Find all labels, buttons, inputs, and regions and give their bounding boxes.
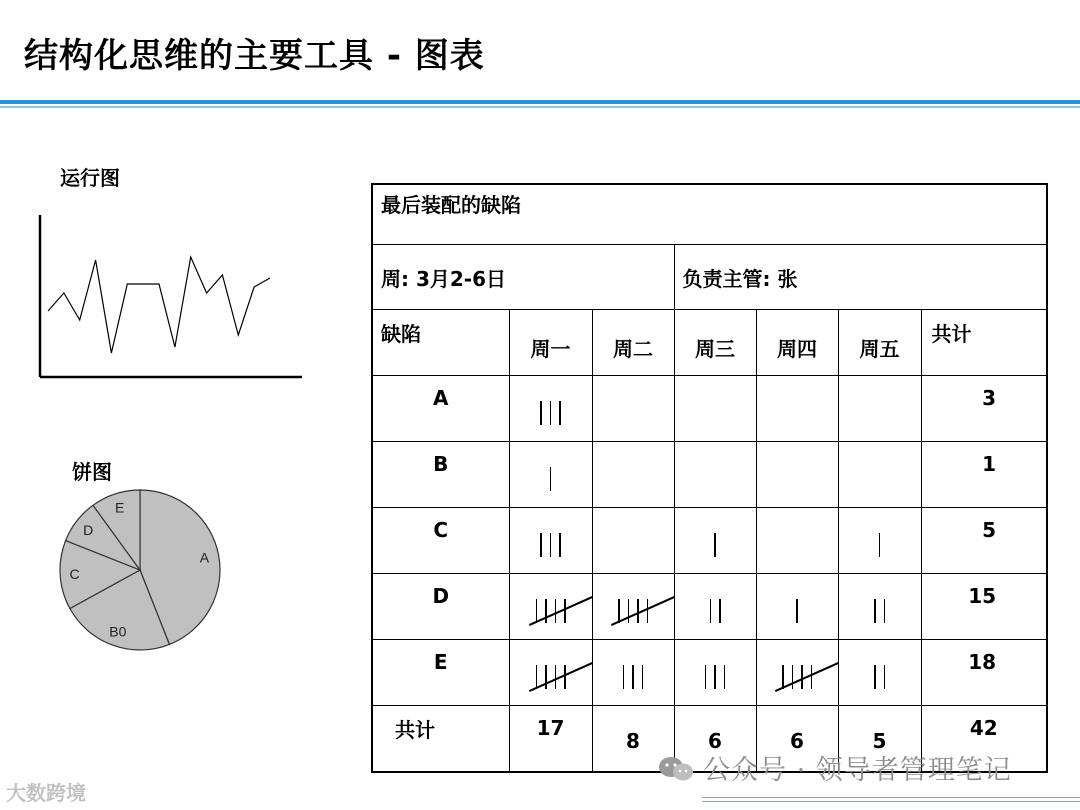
tally-bar [545, 599, 547, 623]
table-title: 最后装配的缺陷 [372, 184, 1047, 245]
tally-marks [546, 466, 556, 492]
tally-bar [540, 401, 542, 425]
tally-cell [674, 640, 756, 706]
pie-label-e: E [115, 499, 125, 516]
tally-cell [838, 574, 921, 640]
tally-bar [719, 599, 721, 623]
tally-cell [509, 376, 592, 442]
watermark-text: 公众号 · 领导者管理笔记 [703, 755, 1012, 786]
tally-bar [879, 533, 881, 557]
tally-cell [756, 442, 838, 508]
tally-marks [870, 598, 889, 624]
tally-cell [756, 574, 838, 640]
tally-bar [705, 665, 707, 689]
footer-divider [702, 797, 1080, 802]
tally-cell [838, 376, 921, 442]
row-label: D [372, 574, 509, 640]
tally-bar [564, 599, 566, 623]
tally-marks [792, 598, 802, 624]
tally-cell [674, 574, 756, 640]
pie-label-d: D [83, 521, 94, 538]
tally-bar [550, 401, 552, 425]
tally-cell [838, 640, 921, 706]
tally-bar [632, 665, 634, 689]
wechat-icon [657, 755, 695, 783]
row-label: B [372, 442, 509, 508]
table-row [372, 508, 1047, 574]
tally-cell [509, 640, 592, 706]
tally-slash [775, 660, 838, 691]
pie-label-b0: B0 [109, 623, 127, 640]
sum-total: 42 [921, 706, 1047, 773]
tally-bar [559, 401, 561, 425]
tally-marks [532, 598, 570, 624]
sum-fri: 5 [838, 706, 921, 773]
header-total: 共计 [921, 310, 1047, 376]
page-title: 结构化思维的主要工具 - 图表 [24, 36, 485, 76]
tally-cell [509, 574, 592, 640]
run-series-line [48, 257, 270, 353]
row-total: 3 [921, 376, 1047, 442]
tally-cell [838, 508, 921, 574]
tally-bar [647, 599, 649, 623]
sum-wed: 6 [674, 706, 756, 773]
defects-table [371, 183, 1048, 773]
row-total: 1 [921, 442, 1047, 508]
run-chart [30, 205, 310, 385]
tally-marks [870, 664, 889, 690]
tally-cell [592, 376, 674, 442]
title-divider-thin [0, 106, 1080, 108]
tally-cell [509, 442, 592, 508]
tally-bar [796, 599, 798, 623]
tally-bar [540, 533, 542, 557]
header-mon: 周一 [509, 310, 592, 376]
sum-thu: 6 [756, 706, 838, 773]
tally-slash [528, 594, 592, 625]
corner-watermark: 大数跨境 [6, 781, 86, 805]
row-label: C [372, 508, 509, 574]
tally-bar [550, 467, 552, 491]
tally-cell [756, 376, 838, 442]
tally-bar [884, 665, 886, 689]
tally-cell [592, 508, 674, 574]
tally-bar [550, 533, 552, 557]
tally-marks [875, 532, 885, 558]
row-total: 18 [921, 640, 1047, 706]
tally-marks [778, 664, 816, 690]
tally-marks [706, 598, 725, 624]
tally-cell [756, 640, 838, 706]
tally-cell [674, 376, 756, 442]
tally-marks [614, 598, 652, 624]
tally-bar [792, 665, 794, 689]
table-row [372, 442, 1047, 508]
tally-slash [528, 660, 592, 691]
tally-cell [592, 574, 674, 640]
tally-bar [724, 665, 726, 689]
sum-mon: 17 [509, 706, 592, 773]
header-wed: 周三 [674, 310, 756, 376]
tally-slash [611, 594, 674, 625]
tally-bar [811, 665, 813, 689]
week-range: 周: 3月2-6日 [372, 245, 674, 310]
tally-marks [701, 664, 730, 690]
pie-chart-label: 饼图 [72, 460, 112, 484]
sum-tue: 8 [592, 706, 674, 773]
header-tue: 周二 [592, 310, 674, 376]
row-total: 5 [921, 508, 1047, 574]
tally-bar [874, 599, 876, 623]
tally-marks [710, 532, 720, 558]
tally-bar [642, 665, 644, 689]
table-row [372, 574, 1047, 640]
tally-bar [559, 533, 561, 557]
tally-marks [536, 400, 565, 426]
tally-bar [545, 665, 547, 689]
tally-bar [884, 599, 886, 623]
tally-bar [710, 599, 712, 623]
tally-bar [714, 665, 716, 689]
row-label: A [372, 376, 509, 442]
header-thu: 周四 [756, 310, 838, 376]
tally-bar [564, 665, 566, 689]
tally-marks [536, 532, 565, 558]
run-chart-label: 运行图 [60, 166, 120, 190]
tally-bar [874, 665, 876, 689]
pie-label-a: A [199, 549, 210, 566]
row-label: E [372, 640, 509, 706]
tally-cell [592, 442, 674, 508]
tally-cell [509, 508, 592, 574]
tally-marks [532, 664, 570, 690]
title-divider [0, 100, 1080, 104]
tally-cell [674, 442, 756, 508]
header-fri: 周五 [838, 310, 921, 376]
supervisor: 负责主管: 张 [674, 245, 1047, 310]
tally-bar [714, 533, 716, 557]
tally-cell [838, 442, 921, 508]
table-row [372, 640, 1047, 706]
tally-cell [592, 640, 674, 706]
tally-cell [674, 508, 756, 574]
pie-label-c: C [69, 566, 80, 583]
tally-bar [623, 665, 625, 689]
tally-marks [619, 664, 648, 690]
watermark [657, 748, 1012, 787]
tally-cell [756, 508, 838, 574]
row-total: 15 [921, 574, 1047, 640]
tally-bar [628, 599, 630, 623]
table-row [372, 376, 1047, 442]
pie-chart [55, 485, 235, 665]
sum-row-label: 共计 [372, 706, 509, 773]
header-defect: 缺陷 [372, 310, 509, 376]
